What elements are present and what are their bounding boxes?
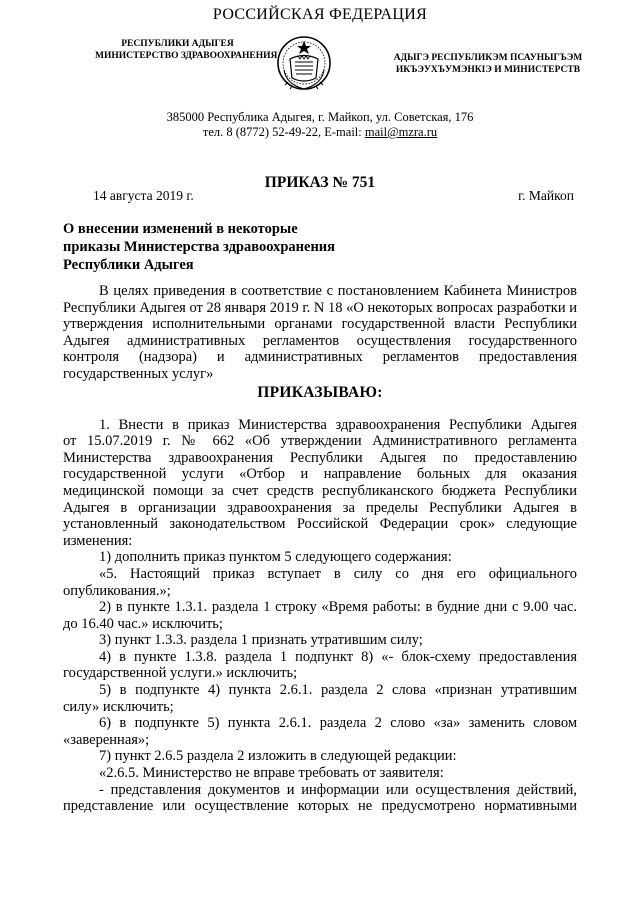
ministry-name-line: АДЫГЭ РЕСПУБЛИКЭМ ПСАУНЫГЪЭМ bbox=[393, 53, 583, 63]
body-line: до 16.40 час.» исключить; bbox=[63, 615, 223, 632]
subject-line: Республики Адыгея bbox=[63, 257, 194, 273]
body-line: государственной услуги «Отбор и направление больных для оказания bbox=[63, 466, 577, 483]
body-line: изменения: bbox=[63, 532, 133, 549]
ministry-name-line: ИКЪЭУХЪУМЭНКIЭ И МИНИСТЕРСТВ bbox=[395, 65, 581, 75]
body-line: государственной услуги.» исключить; bbox=[63, 665, 298, 682]
body-line: Адыгея в организации здравоохранения за пределы Республики Адыгея в bbox=[63, 499, 577, 516]
body-line: - представления документов и информации или осуществления действий, bbox=[99, 781, 577, 798]
body-line: Министерства здравоохранения Республики Адыгея по предоставлению bbox=[63, 449, 577, 466]
order-city: г. Майкоп bbox=[518, 188, 574, 203]
body-line: от 15.07.2019 г. № 662 «Об утверждении Административного регламента bbox=[63, 433, 577, 450]
order-date: 14 августа 2019 г. bbox=[93, 188, 194, 203]
body-line: опубликования.»; bbox=[63, 582, 171, 599]
address-block bbox=[0, 110, 640, 140]
subject-line: приказы Министерства здравоохранения bbox=[63, 239, 335, 255]
order-directive-heading: ПРИКАЗЫВАЮ: bbox=[257, 383, 383, 401]
body-line: «заверенная»; bbox=[63, 731, 150, 748]
body-line: силу» исключить; bbox=[63, 698, 174, 715]
country-heading: РОССИЙСКАЯ ФЕДЕРАЦИЯ bbox=[212, 6, 428, 23]
ministry-name-adyghe bbox=[368, 52, 608, 76]
order-subject bbox=[63, 220, 383, 274]
ministry-name-line: МИНИСТЕРСТВО ЗДРАВООХРАНЕНИЯ bbox=[95, 51, 278, 61]
body-line: «5. Настоящий приказ вступает в силу со дня его официального bbox=[99, 565, 577, 582]
order-body bbox=[63, 283, 577, 815]
body-line: утверждения исполнительными органами государственной власти Республики bbox=[63, 316, 577, 333]
body-line: установленный законодательством Российской Федерации срок» следующие bbox=[63, 516, 577, 533]
contact-line bbox=[0, 125, 640, 140]
phone-text: тел. 8 (8772) 52-49-22, E-mail: bbox=[202, 125, 365, 139]
body-line: «2.6.5. Министерство не вправе требовать от заявителя: bbox=[99, 765, 444, 782]
coat-of-arms-emblem bbox=[276, 32, 332, 94]
body-line: 1) дополнить приказ пунктом 5 следующего содержания: bbox=[99, 549, 452, 566]
ministry-name-line: РЕСПУБЛИКИ АДЫГЕЯ bbox=[121, 39, 234, 49]
postal-address: 385000 Республика Адыгея, г. Майкоп, ул. Советская, 176 bbox=[166, 110, 474, 124]
body-line: 3) пункт 1.3.3. раздела 1 признать утратившим силу; bbox=[99, 632, 423, 649]
order-title: ПРИКАЗ № 751 bbox=[264, 174, 376, 191]
subject-line: О внесении изменений в некоторые bbox=[63, 221, 298, 237]
body-line: Адыгея административных регламентов осуществления государственного bbox=[63, 332, 577, 349]
body-line: В целях приведения в соответствие с постановлением Кабинета Министров bbox=[99, 283, 577, 299]
body-line: 5) в подпункте 4) пункта 2.6.1. раздела 2 слова «признан утратившим bbox=[99, 682, 577, 699]
body-line: Республики Адыгея от 28 января 2019 г. N 18 «О некоторых вопросах разработки и bbox=[63, 299, 577, 316]
body-line: государственных услуг» bbox=[63, 365, 214, 382]
body-line: 2) в пункте 1.3.1. раздела 1 строку «Время работы: в будние дни с 9.00 час. bbox=[99, 599, 577, 616]
body-line: медицинской помощи за счет средств республиканского бюджета Республики bbox=[63, 482, 577, 499]
body-line: контроля (надзора) и административных регламентов предоставления bbox=[63, 349, 577, 366]
body-line: 1. Внести в приказ Министерства здравоохранения Республики Адыгея bbox=[99, 416, 577, 433]
body-line: представление или осуществление которых не предусмотрено нормативными bbox=[63, 798, 577, 815]
email-link[interactable]: mail@mzra.ru bbox=[364, 125, 438, 139]
ministry-name-russian bbox=[95, 38, 278, 62]
body-line: 7) пункт 2.6.5 раздела 2 изложить в следующей редакции: bbox=[99, 748, 457, 765]
body-line: 6) в подпункте 5) пункта 2.6.1. раздела 2 слово «за» заменить словом bbox=[99, 715, 577, 732]
body-line: 4) в пункте 1.3.8. раздела 1 подпункт 8) «- блок-схему предоставления bbox=[99, 648, 577, 665]
